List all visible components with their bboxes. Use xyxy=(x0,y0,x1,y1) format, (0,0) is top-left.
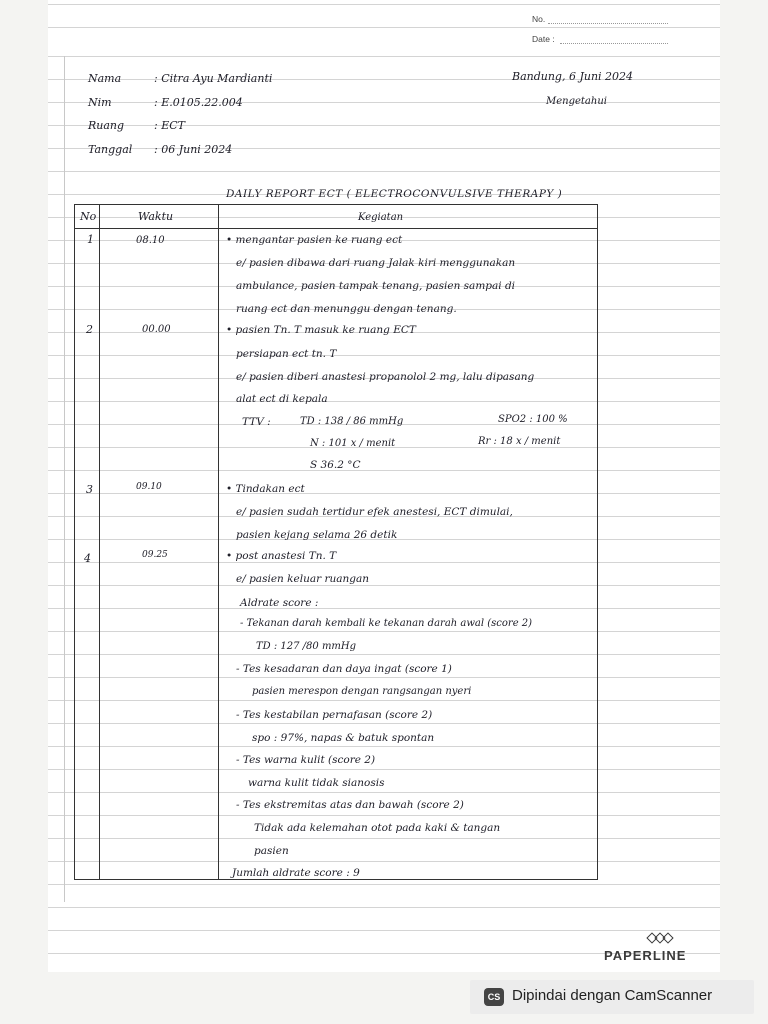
row-2-line-2: persiapan ect tn. T xyxy=(236,348,337,360)
place-date: Bandung, 6 Juni 2024 xyxy=(512,70,634,83)
nim-label: Nim xyxy=(88,96,112,109)
row-2-time: 00.00 xyxy=(142,324,171,335)
row-1-line-2: e/ pasien dibawa dari ruang Jalak kiri menggunakan xyxy=(236,257,516,269)
row-2-line-4: alat ect di kepala xyxy=(236,393,328,405)
room-value: : ECT xyxy=(154,119,185,132)
row-1-line-4: ruang ect dan menunggu dengan tenang. xyxy=(236,303,457,315)
name-label: Nama xyxy=(88,72,122,85)
vital-spo2: SPO2 : 100 % xyxy=(498,414,568,425)
row-1-no: 1 xyxy=(87,233,94,246)
row-4-line-5: TD : 127 /80 mmHg xyxy=(256,641,357,652)
row-2-no: 2 xyxy=(86,323,93,336)
camscanner-text: Dipindai dengan CamScanner xyxy=(512,987,713,1004)
name-value: : Citra Ayu Mardianti xyxy=(154,72,273,85)
col-divider-no xyxy=(99,204,100,880)
row-3-no: 3 xyxy=(86,483,93,496)
row-4-line-7: pasien merespon dengan rangsangan nyeri xyxy=(252,686,472,697)
row-1-time: 08.10 xyxy=(136,235,165,246)
row-4-line-2: e/ pasien keluar ruangan xyxy=(236,573,369,585)
row-4-line-15: Jumlah aldrate score : 9 xyxy=(232,867,360,879)
col-header-activity: Kegiatan xyxy=(358,212,404,223)
row-1-line-3: ambulance, pasien tampak tenang, pasien sampai di xyxy=(236,280,516,292)
margin-line xyxy=(64,56,65,902)
col-divider-time xyxy=(218,204,219,880)
row-4-no: 4 xyxy=(84,552,91,565)
vital-rr: Rr : 18 x / menit xyxy=(478,436,561,447)
row-3-line-1: • Tindakan ect xyxy=(226,483,305,495)
date-field-label: Tanggal xyxy=(88,143,133,156)
vital-s: S 36.2 °C xyxy=(310,459,361,471)
acknowledge-label: Mengetahui xyxy=(546,96,607,107)
date-label: Date : xyxy=(532,34,555,44)
row-4-time: 09.25 xyxy=(142,550,168,560)
header-divider xyxy=(74,228,598,229)
no-dotline xyxy=(548,22,668,24)
row-4-line-1: • post anastesi Tn. T xyxy=(226,550,337,562)
row-4-line-13: Tidak ada kelemahan otot pada kaki & tangan xyxy=(254,822,501,834)
row-4-line-12: - Tes ekstremitas atas dan bawah (score 2) xyxy=(236,799,464,811)
vital-n: N : 101 x / menit xyxy=(310,438,396,449)
report-title: DAILY REPORT ECT ( ELECTROCONVULSIVE THERAPY ) xyxy=(226,188,563,200)
row-4-line-14: pasien xyxy=(254,845,289,857)
row-4-line-3: Aldrate score : xyxy=(240,597,319,609)
nim-value: : E.0105.22.004 xyxy=(154,96,243,109)
camscanner-icon: CS xyxy=(484,988,504,1006)
date-field-value: : 06 Juni 2024 xyxy=(154,143,233,156)
row-3-time: 09.10 xyxy=(136,482,162,492)
row-4-line-6: - Tes kesadaran dan daya ingat (score 1) xyxy=(236,663,452,675)
row-3-line-3: pasien kejang selama 26 detik xyxy=(236,529,398,541)
row-3-line-2: e/ pasien sudah tertidur efek anestesi, ECT dimulai, xyxy=(236,506,513,518)
vital-td: TD : 138 / 86 mmHg xyxy=(300,416,404,427)
col-header-no: No xyxy=(80,210,97,223)
row-2-line-3: e/ pasien diberi anastesi propanolol 2 mg, lalu dipasang xyxy=(236,371,535,383)
col-header-time: Waktu xyxy=(138,210,174,223)
date-dotline xyxy=(560,42,668,44)
ttv-label: TTV : xyxy=(242,416,271,428)
row-2-line-1: • pasien Tn. T masuk ke ruang ECT xyxy=(226,324,416,336)
no-label: No. xyxy=(532,14,546,24)
camscanner-badge xyxy=(470,980,754,1014)
row-1-line-1: • mengantar pasien ke ruang ect xyxy=(226,234,403,246)
row-4-line-9: spo : 97%, napas & batuk spontan xyxy=(252,732,435,744)
row-4-line-10: - Tes warna kulit (score 2) xyxy=(236,754,376,766)
brand-name: PAPERLINE xyxy=(604,948,687,963)
paperline-logo-icon xyxy=(646,934,672,944)
row-4-line-11: warna kulit tidak sianosis xyxy=(248,777,385,789)
room-label: Ruang xyxy=(88,119,125,132)
row-4-line-8: - Tes kestabilan pernafasan (score 2) xyxy=(236,709,433,721)
row-4-line-4: - Tekanan darah kembali ke tekanan darah awal (score 2) xyxy=(240,618,533,629)
